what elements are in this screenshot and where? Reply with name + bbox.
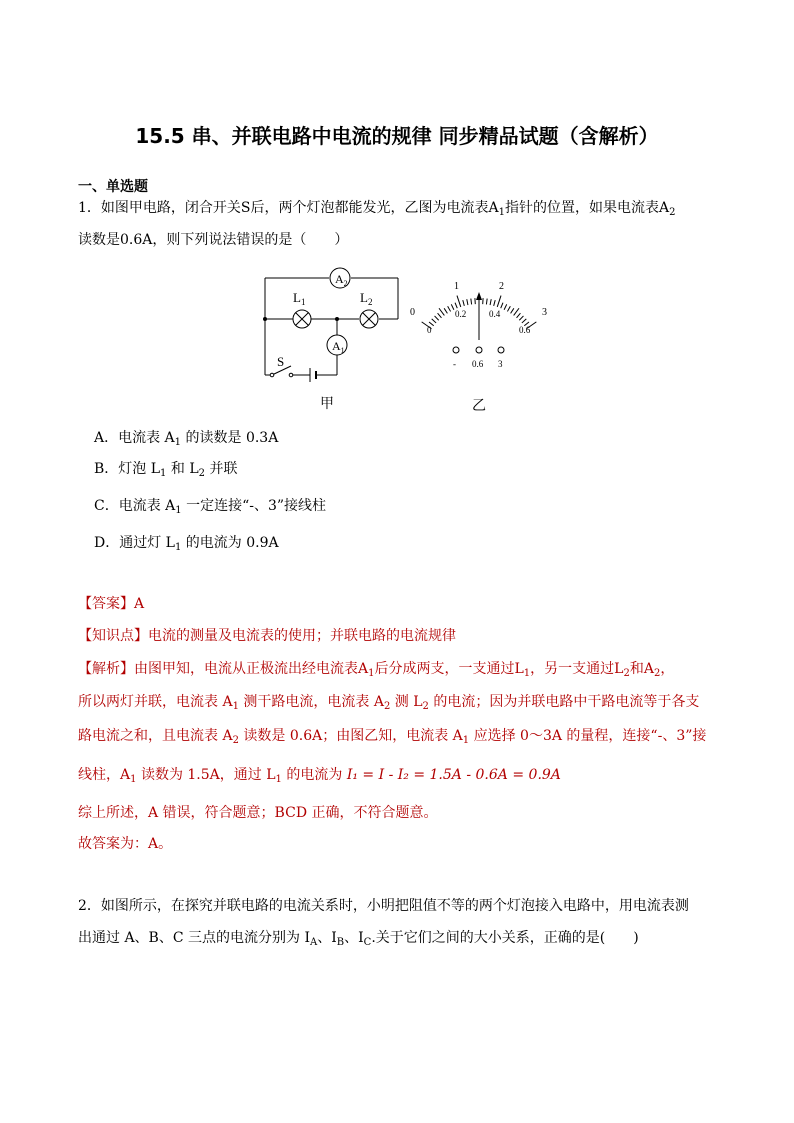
caption-jia: 甲 <box>320 397 334 412</box>
ammeter-dial-yi <box>405 272 555 414</box>
terminal-3: 3 <box>498 359 503 369</box>
dial-outer-label-0: 0 <box>410 307 415 318</box>
q2-line1: 2．如图所示，在探究并联电路的电流关系时，小明把阻值不等的两个灯泡接入电路中，用电流表测 <box>78 898 689 914</box>
q2-line2: 出通过 A、B、C 三点的电流分别为 $I_A$、$I_B$、$I_C$.关于它们之间的大小关系，正确的是( ) <box>78 930 639 948</box>
option-d[interactable]: D．通过灯 $L_1$ 的电流为 0.9A <box>94 535 279 553</box>
dial-tick <box>448 306 451 311</box>
option-b[interactable]: B．灯泡 $L_1$ 和 $L_2$ 并联 <box>94 461 238 479</box>
a2-meter-label: $A_2$ <box>335 272 348 288</box>
option-a[interactable]: A．电流表 $A_1$ 的读数是 0.3A <box>94 430 279 448</box>
analysis-line-2: 所以两灯并联，电流表 $A_1$ 测干路电流，电流表 $A_2$ 测 $L_2$ 的电流；因为并联电路中干路电流等于各支 <box>78 694 700 712</box>
dial-tick <box>438 313 442 318</box>
dial-inner-label-0: 0 <box>427 325 432 335</box>
dial-tick <box>501 303 503 309</box>
l2-label: $L_2$ <box>360 290 373 307</box>
q1-line1: 1．如图甲电路，闭合开关S后，两个灯泡都能发光，乙图为电流表$A_1$指针的位置，如果电流表$A_2$ <box>78 200 676 218</box>
dial-tick <box>486 299 487 305</box>
final-answer-line: 故答案为：A。 <box>78 836 173 852</box>
page-title: 15.5 串、并联电路中电流的规律 同步精品试题（含解析） <box>135 124 659 148</box>
circuit-diagram-jia <box>255 262 405 412</box>
l1-label: $L_1$ <box>293 290 306 307</box>
dial-tick <box>432 319 436 323</box>
dial-tick <box>444 308 447 313</box>
dial-outer-label-1: 1 <box>454 281 459 292</box>
dial-tick <box>439 308 444 315</box>
analysis-line-4: 线柱，$A_1$ 读数为 1.5A，通过 $L_1$ 的电流为 I₁ = I - I₂ = 1.5A - 0.6A = 0.9A <box>78 767 561 785</box>
answer-line: 【答案】A <box>78 596 145 612</box>
section-heading: 一、单选题 <box>78 179 148 195</box>
dial-tick <box>457 296 461 307</box>
a1-meter-label: $A_1$ <box>332 339 345 355</box>
knowledge-line: 【知识点】电流的测量及电流表的使用；并联电路的电流规律 <box>78 628 456 644</box>
dial-inner-label-2: 0.4 <box>489 309 501 319</box>
summary-line: 综上所述，A 错误，符合题意；BCD 正确，不符合题意。 <box>78 805 438 821</box>
analysis-line-1: 【解析】由图甲知，电流从正极流出经电流表$A_1$后分成两支，一支通过$L_1$，另一支通过$L_2$和$A_2$， <box>78 661 675 679</box>
dial-outer-label-3: 3 <box>542 307 547 318</box>
terminal-0-6: 0.6 <box>472 359 484 369</box>
q1-line2: 读数是0.6A，则下列说法错误的是（ ） <box>78 232 349 248</box>
dial-tick <box>463 300 465 306</box>
dial-tick <box>517 313 521 318</box>
dial-tick <box>497 296 501 307</box>
dial-tick <box>455 303 457 309</box>
dial-tick <box>514 308 519 315</box>
dial-tick <box>507 306 510 311</box>
dial-tick <box>522 319 526 323</box>
switch-label: S <box>277 354 285 369</box>
option-c[interactable]: C．电流表 $A_1$ 一定连接“-、3”接线柱 <box>94 498 327 516</box>
dial-tick <box>511 308 514 313</box>
dial-outer-label-2: 2 <box>499 281 504 292</box>
dial-tick <box>494 300 496 306</box>
dial-tick <box>504 304 507 309</box>
dial-tick <box>490 299 491 305</box>
dial-inner-label-3: 0.6 <box>519 325 531 335</box>
dial-tick <box>471 299 472 305</box>
dial-inner-label-1: 0.2 <box>455 309 467 319</box>
dial-tick <box>519 316 523 320</box>
dial-tick <box>435 316 439 320</box>
caption-yi: 乙 <box>472 399 486 414</box>
dial-tick <box>467 299 468 305</box>
terminal-negative: - <box>453 359 456 369</box>
dial-tick <box>451 304 454 309</box>
formula: I₁ = I - I₂ = 1.5A - 0.6A = 0.9A <box>346 767 561 783</box>
analysis-line-3: 路电流之和，且电流表 $A_2$ 读数是 0.6A；由图乙知，电流表 $A_1$ 应选择 0～3A 的量程，连接“-、3”接 <box>78 728 707 746</box>
